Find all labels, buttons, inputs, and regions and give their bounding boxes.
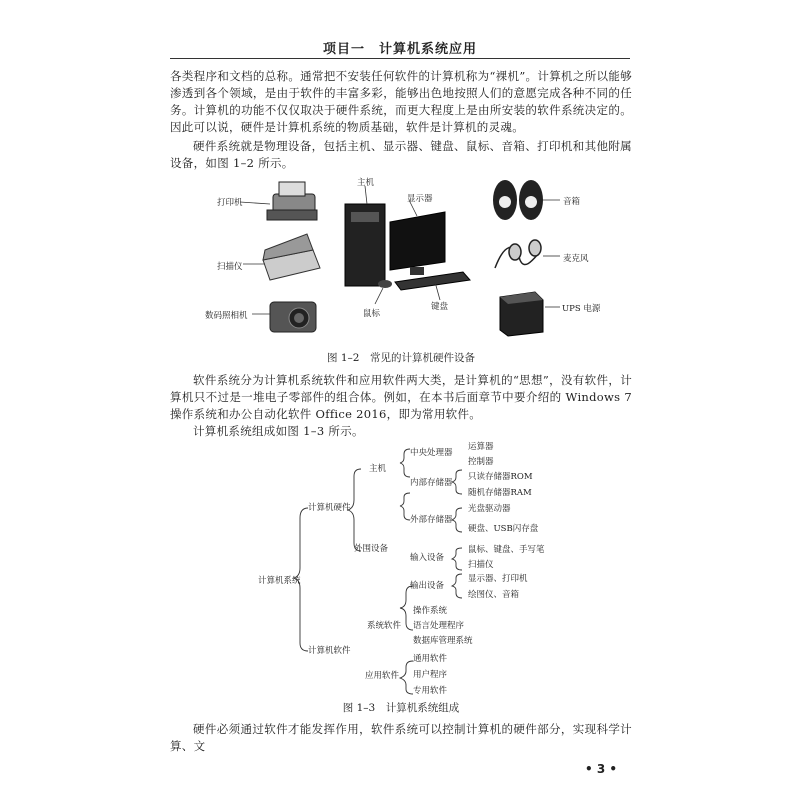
label-speaker: 音箱 xyxy=(563,197,581,207)
node-plotter-speaker: 绘图仪、音箱 xyxy=(468,590,520,600)
monitor-image xyxy=(390,200,445,275)
node-software: 计算机软件 xyxy=(308,646,351,656)
node-alu: 运算器 xyxy=(468,442,494,452)
node-general-sw: 通用软件 xyxy=(413,654,448,664)
keyboard-image xyxy=(395,272,470,300)
label-keyboard: 键盘 xyxy=(431,302,449,312)
paragraph-4: 计算机系统组成如图 1–3 所示。 xyxy=(193,424,364,438)
node-mouse-kb: 鼠标、键盘、手写笔 xyxy=(468,545,545,555)
header-rule xyxy=(170,58,630,59)
label-camera: 数码照相机 xyxy=(205,311,248,321)
label-printer: 打印机 xyxy=(217,198,243,208)
paragraph-3: 软件系统分为计算机系统软件和应用软件两大类，是计算机的“思想”，没有软件，计算机只不过是一堆电子零部件的组合体。例如，在本书后面章节中要介绍的 Windows 7 操作系统和办公自动化软件 Office 2016，即为常用软件。 xyxy=(170,373,632,421)
node-memory: 内部存储器 xyxy=(410,478,453,488)
system-composition-tree xyxy=(250,438,550,698)
node-ext-storage: 外部存储器 xyxy=(410,515,453,525)
label-scanner: 扫描仪 xyxy=(217,262,243,272)
node-root: 计算机系统 xyxy=(258,576,301,586)
node-ram: 随机存储器RAM xyxy=(468,488,532,498)
node-optical: 光盘驱动器 xyxy=(468,504,511,514)
microphone-image xyxy=(495,240,560,268)
speaker-image xyxy=(493,180,560,220)
node-display-printer: 显示器、打印机 xyxy=(468,574,528,584)
node-cpu: 中央处理器 xyxy=(410,448,453,458)
running-header: 项目一 计算机系统应用 xyxy=(322,42,477,57)
camera-image xyxy=(252,302,316,332)
hardware-figure xyxy=(195,172,605,342)
node-scanner: 扫描仪 xyxy=(468,560,494,570)
figure-1-2-caption: 图 1–2 常见的计算机硬件设备 xyxy=(327,352,475,364)
node-os: 操作系统 xyxy=(413,606,448,616)
figure-1-3-caption: 图 1–3 计算机系统组成 xyxy=(342,702,460,714)
host-tower-image xyxy=(345,186,385,286)
node-dbms: 数据库管理系统 xyxy=(413,636,473,646)
node-rom: 只读存储器ROM xyxy=(468,472,533,482)
node-peripheral: 外围设备 xyxy=(354,544,389,554)
node-app-sw: 应用软件 xyxy=(365,671,400,681)
node-output: 输出设备 xyxy=(410,581,445,591)
label-monitor: 显示器 xyxy=(407,194,433,204)
paragraph-5: 硬件必须通过软件才能发挥作用，软件系统可以控制计算机的硬件部分，实现科学计算、文 xyxy=(170,722,632,753)
node-lang: 语言处理程序 xyxy=(413,621,465,631)
label-microphone: 麦克风 xyxy=(563,254,589,264)
hardware-illustrations xyxy=(195,172,605,342)
label-mouse: 鼠标 xyxy=(363,309,381,319)
node-hardware: 计算机硬件 xyxy=(308,503,351,513)
paragraph-2: 硬件系统就是物理设备，包括主机、显示器、键盘、鼠标、音箱、打印机和其他附属设备，如图 1–2 所示。 xyxy=(170,139,632,170)
label-host: 主机 xyxy=(357,178,375,188)
node-user-prog: 用户程序 xyxy=(413,670,448,680)
ups-image xyxy=(500,292,560,336)
node-input: 输入设备 xyxy=(410,553,445,563)
scanner-image xyxy=(243,234,320,280)
label-ups: UPS 电源 xyxy=(562,304,601,314)
node-special-sw: 专用软件 xyxy=(413,686,448,696)
node-system-sw: 系统软件 xyxy=(367,621,402,631)
node-controller: 控制器 xyxy=(468,457,494,467)
paragraph-1: 各类程序和文档的总称。通常把不安装任何软件的计算机称为“裸机”。计算机之所以能够渗透到各个领域，是由于软件的丰富多彩，能够出色地按照人们的意愿完成各种不同的任务。计算机的功能不仅仅取决于硬件系统，而更大程度上是由所安装的软件系统决定的。因此可以说，硬件是计算机系统的物质基础，软件是计算机的灵魂。 xyxy=(170,69,632,134)
page-number: • 3 • xyxy=(585,762,618,776)
node-hdd-usb: 硬盘、USB闪存盘 xyxy=(468,524,539,534)
printer-image xyxy=(240,182,317,220)
node-host: 主机 xyxy=(369,464,387,474)
